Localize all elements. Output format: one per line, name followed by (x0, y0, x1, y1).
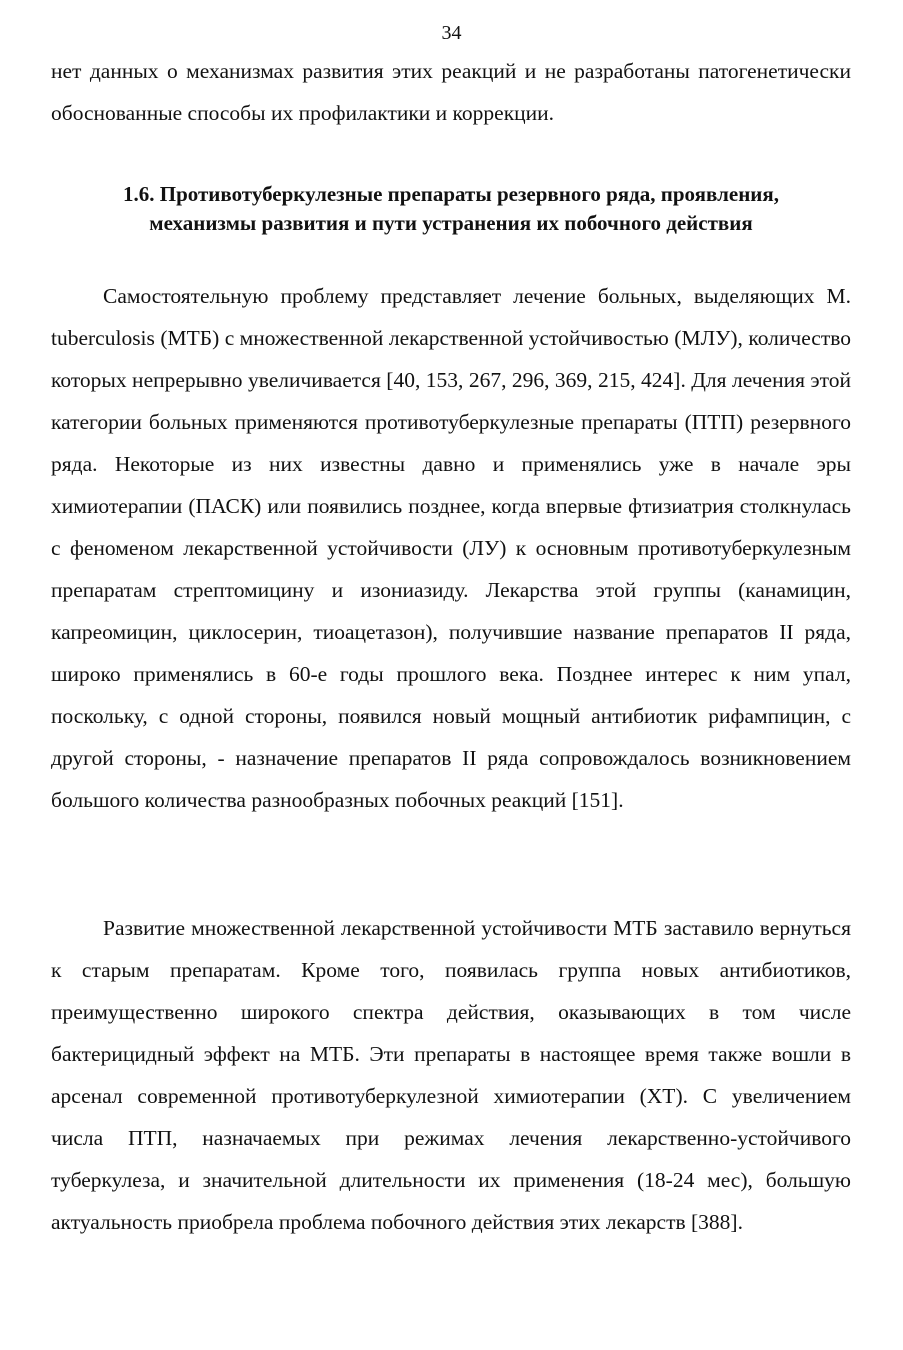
section-heading-line-1: 1.6. Противотуберкулезные препараты резервного ряда, проявления, (122, 182, 779, 206)
body-paragraph-2 (51, 907, 851, 1243)
continuation-text: нет данных о механизмах развития этих реакций и не разработаны патогенетически обоснованные способы их профилактики и коррекции. (51, 59, 851, 125)
body-paragraph-2-text: Развитие множественной лекарственной устойчивости МТБ заставило вернуться к старым препаратам. Кроме того, появилась группа новых антибиотиков, преимущественно широкого спектра действия, оказывающих в том числе бактерицидный эффект на МТБ. Эти препараты в настоящее время также вошли в арсенал современной противотуберкулезной химиотерапии (ХТ). С увеличением числа ПТП, назначаемых при режимах лечения лекарственно-устойчивого туберкулеза, и значительной длительности их применения (18-24 мес), большую актуальность приобрела проблема побочного действия этих лекарств [388]. (51, 916, 851, 1234)
section-heading (51, 180, 851, 238)
body-paragraph-1 (51, 275, 851, 821)
continuation-paragraph (51, 50, 851, 134)
section-heading-line-2: механизмы развития и пути устранения их побочного действия (149, 211, 753, 235)
body-paragraph-1-text: Самостоятельную проблему представляет лечение больных, выделяющих M. tuberculosis (МТБ) с множественной лекарственной устойчивостью (МЛУ), количество которых непрерывно увеличивается [40, 153, 267, 296, 369, 215, 424]. Для лечения этой категории больных применяются противотуберкулезные препараты (ПТП) резервного ряда. Некоторые из них известны давно и применялись уже в начале эры химиотерапии (ПАСК) или появились позднее, когда впервые фтизиатрия столкнулась с феноменом лекарственной устойчивости (ЛУ) к основным противотуберкулезным препаратам стрептомицину и изониазиду. Лекарства этой группы (канамицин, капреомицин, циклосерин, тиоацетазон), получившие название препаратов II ряда, широко применялись в 60-е годы прошлого века. Позднее интерес к ним упал, поскольку, с одной стороны, появился новый мощный антибиотик рифампицин, с другой стороны, - назначение препаратов II ряда сопровождалось возникновением большого количества разнообразных побочных реакций [151]. (51, 284, 851, 812)
page-number: 34 (441, 22, 462, 44)
